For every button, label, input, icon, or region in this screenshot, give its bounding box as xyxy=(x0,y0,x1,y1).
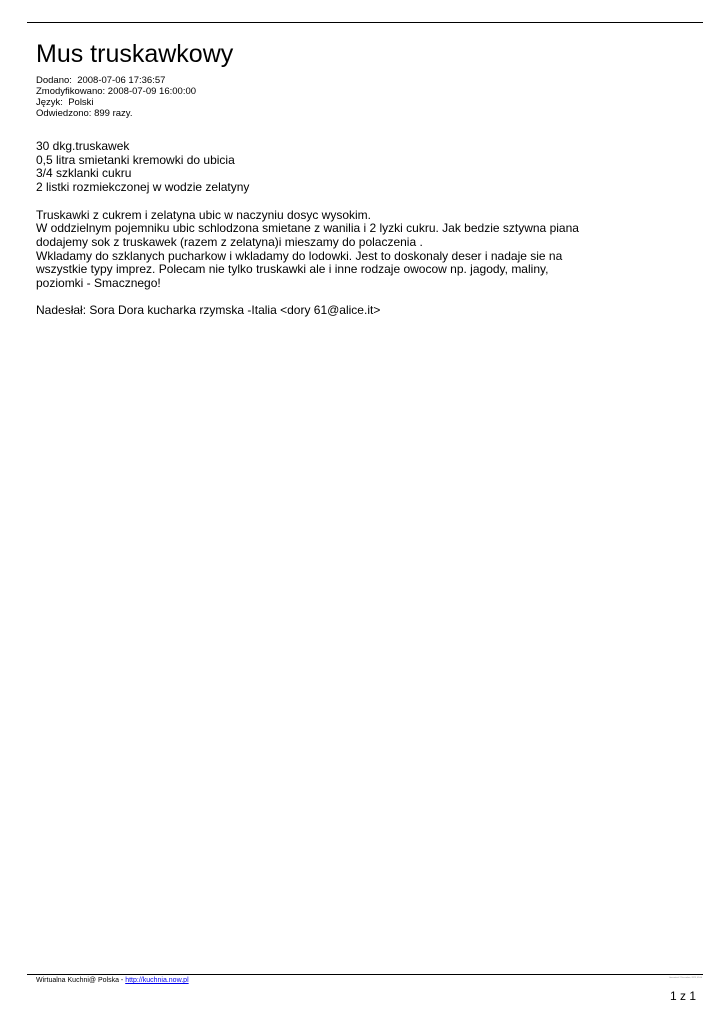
instruction-line: W oddzielnym pojemniku ubic schlodzona smietane z wanilia i 2 lyzki cukru. Jak bedzie sztywna piana xyxy=(36,221,579,236)
instruction-line: Truskawki z cukrem i zelatyna ubic w naczyniu dosyc wysokim. xyxy=(36,207,371,222)
footer-site xyxy=(36,976,189,985)
instruction-line: dodajemy sok z truskawek (razem z zelatyna)i mieszamy do polaczenia . xyxy=(36,234,423,249)
instructions-paragraph xyxy=(36,209,616,291)
bottom-divider xyxy=(27,974,703,975)
page-number: 1 z 1 xyxy=(670,989,697,1003)
meta-modified: Zmodyfikowano: 2008-07-09 16:00:00 xyxy=(36,86,197,97)
footer-site-link[interactable]: http://kuchnia.now.pl xyxy=(125,977,189,984)
footer-site-label: Wirtualna Kuchni@ Polska - xyxy=(36,977,126,984)
recipe-meta xyxy=(36,75,196,119)
ingredient-item: 30 dkg.truskawek xyxy=(36,139,130,153)
meta-added: Dodano: 2008-07-06 17:36:57 xyxy=(36,75,166,86)
instruction-line: wszystkie typy imprez. Polecam nie tylko truskawki ale i inne rodzaje owocow np. jagody, maliny, xyxy=(36,262,549,277)
author-credit: Nadesłał: Sora Dora kucharka rzymska -Italia <dory 61@alice.it> xyxy=(36,303,381,318)
ingredient-item: 2 listki rozmiekczonej w wodzie zelatyny xyxy=(36,180,250,195)
footer-generated-note: Generated: 2 December, 2023, 05:06 xyxy=(669,977,703,979)
instruction-line: Wkladamy do szklanych pucharkow i wkladamy do lodowki. Jest to doskonaly deser i nadaje sie na xyxy=(36,248,563,263)
meta-language: Język: Polski xyxy=(36,97,94,108)
ingredient-item: 3/4 szklanki cukru xyxy=(36,166,132,181)
instruction-line: poziomki - Smacznego! xyxy=(36,276,161,291)
recipe-content xyxy=(36,140,616,318)
ingredients-list xyxy=(36,140,616,195)
top-divider xyxy=(27,22,703,23)
ingredient-item: 0,5 litra smietanki kremowki do ubicia xyxy=(36,152,235,167)
meta-visited: Odwiedzono: 899 razy. xyxy=(36,108,133,119)
page-title: Mus truskawkowy xyxy=(36,40,234,68)
